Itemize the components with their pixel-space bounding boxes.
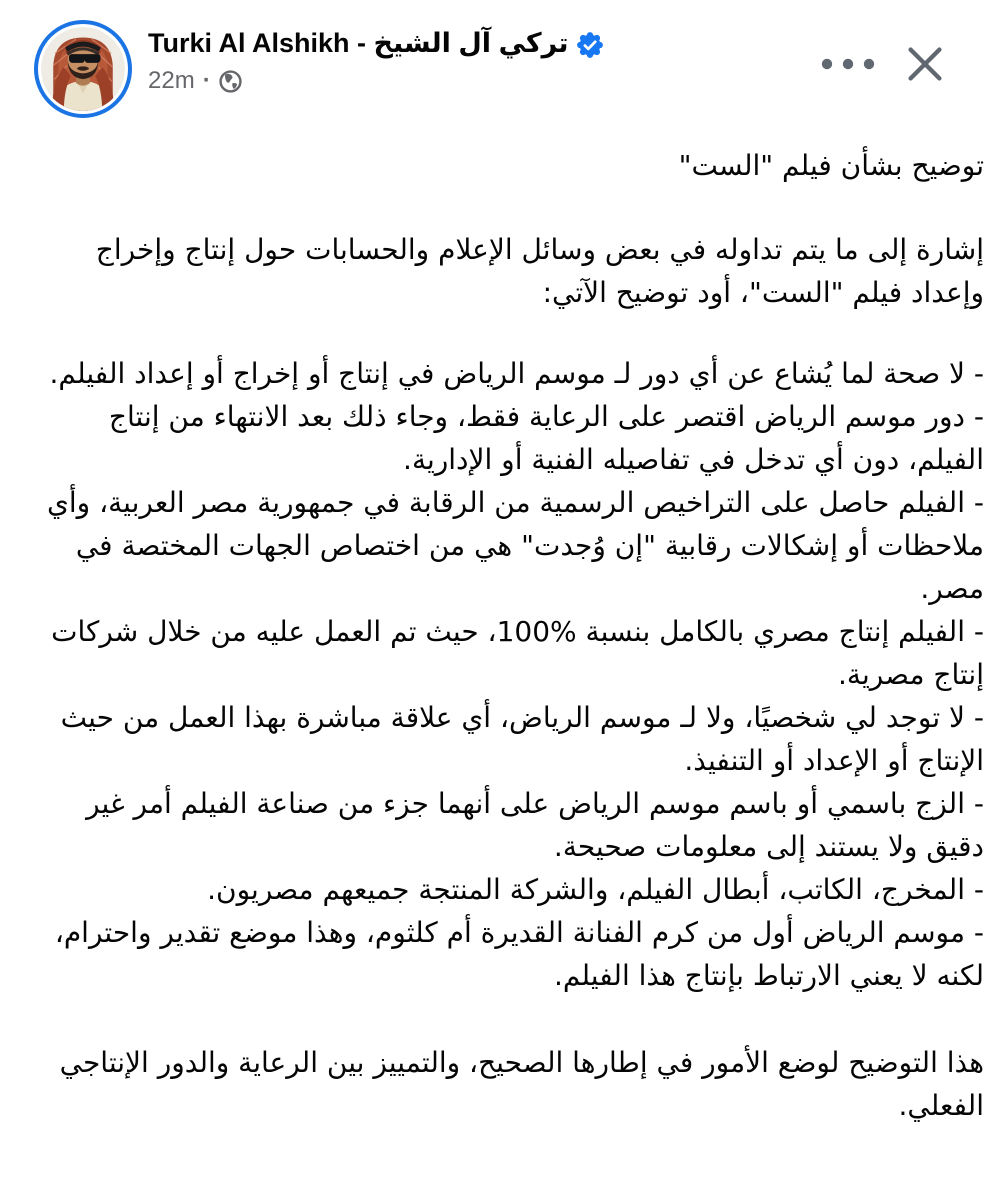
post-bullet-line: - لا صحة لما يُشاع عن أي دور لـ موسم الرياض في إنتاج أو إخراج أو إعداد الفيلم. [49, 357, 984, 390]
post-bullet-line: - المخرج، الكاتب، أبطال الفيلم، والشركة المنتجة جميعهم مصريون. [207, 873, 984, 906]
avatar-illustration [41, 27, 125, 111]
post-intro: إشارة إلى ما يتم تداوله في بعض وسائل الإعلام والحسابات حول إنتاج وإخراج وإعداد فيلم "الست"، أود توضيح الآتي: [95, 233, 984, 309]
post-bullet-line: - الفيلم إنتاج مصري بالكامل بنسبة %100، حيث تم العمل عليه من خلال شركات إنتاج مصرية. [51, 615, 984, 691]
profile-name[interactable]: Turki Al Alshikh - تركي آل الشيخ [148, 28, 569, 58]
post-bullet-line: - الزج باسمي أو باسم موسم الرياض على أنهما جزء من صناعة الفيلم أمر غير دقيق ولا يستند إلى معلومات صحيحة. [86, 787, 984, 863]
post-bullet-line: - موسم الرياض أول من كرم الفنانة القديرة أم كلثوم، وهذا موضع تقدير واحترام، لكنه لا يعني الارتباط بإنتاج هذا الفيلم. [54, 916, 984, 992]
avatar[interactable] [34, 20, 132, 118]
verified-badge-icon [577, 32, 603, 58]
header-text [148, 20, 603, 95]
header-actions [812, 20, 956, 95]
three-dots-icon [820, 58, 876, 73]
post-bullet-list [34, 352, 984, 997]
close-icon [902, 75, 948, 90]
profile-name-row[interactable] [148, 27, 603, 60]
more-options-button[interactable] [812, 50, 884, 78]
meta-separator: · [202, 67, 211, 94]
post-title: توضيح بشأن فيلم "الست" [678, 149, 984, 182]
post-bullet-line: - الفيلم حاصل على التراخيص الرسمية من الرقابة في جمهورية مصر العربية، وأي ملاحظات أو إشكالات رقابية "إن وُجدت" هي من اختصاص الجهات المختصة في مصر. [46, 486, 984, 605]
post-bullet-line: - دور موسم الرياض اقتصر على الرعاية فقط، وجاء ذلك بعد الانتهاء من إنتاج الفيلم، دون أي تدخل في تفاصيله الفنية أو الإدارية. [108, 400, 984, 476]
post-meta [148, 67, 603, 95]
post-bullet-line: - لا توجد لي شخصيًا، ولا لـ موسم الرياض، أي علاقة مباشرة بهذا العمل من حيث الإنتاج أو الإعداد أو التنفيذ. [60, 701, 984, 777]
post-body [0, 118, 992, 1157]
globe-icon [219, 70, 242, 93]
timestamp[interactable]: 22m [148, 67, 195, 94]
post-closing: هذا التوضيح لوضع الأمور في إطارها الصحيح، والتمييز بين الرعاية والدور الإنتاجي الفعلي. [59, 1046, 984, 1122]
close-button[interactable] [894, 33, 956, 95]
post-header [0, 0, 992, 118]
